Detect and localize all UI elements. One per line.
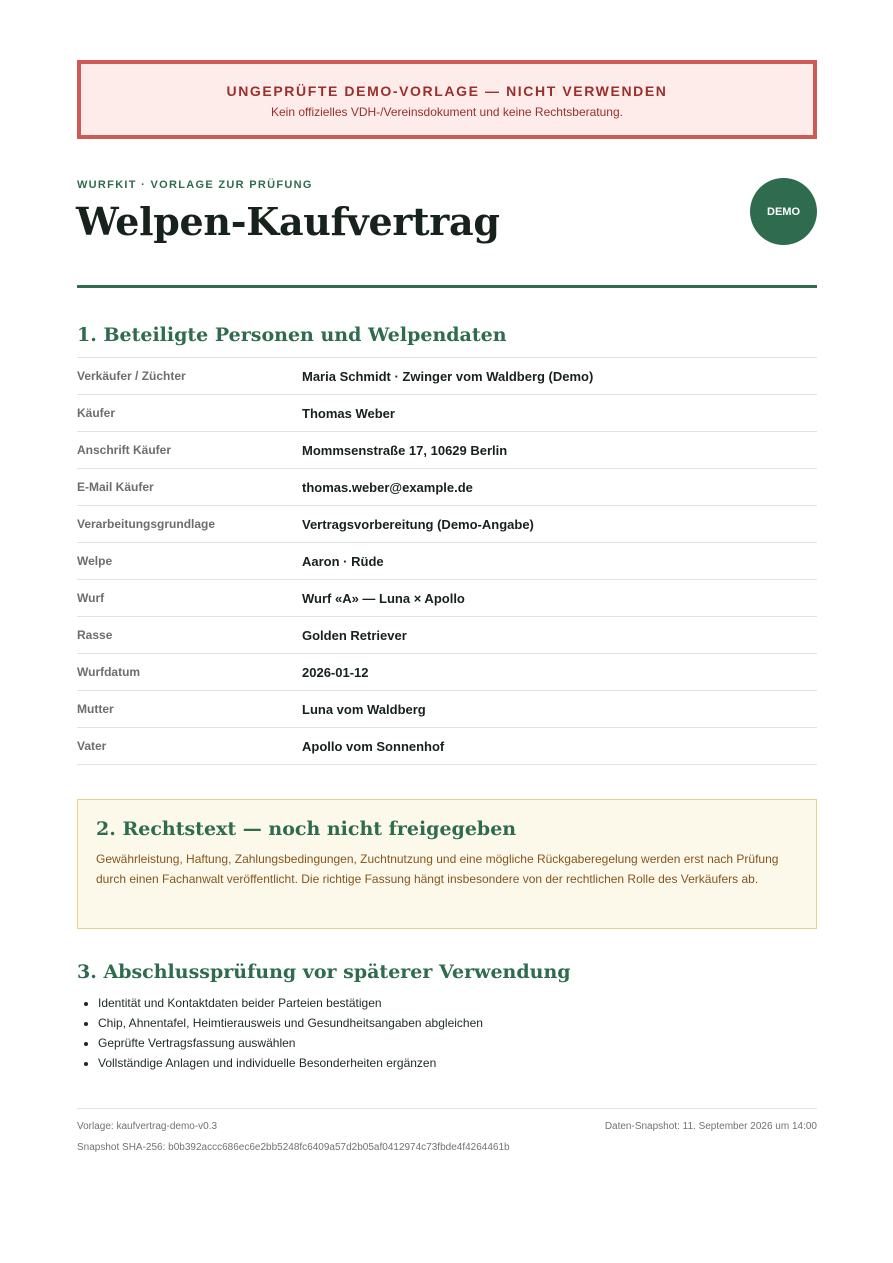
document-footer — [77, 1108, 817, 1155]
row-label: Verkäufer / Züchter — [77, 358, 302, 395]
warning-subtitle: Kein offizielles VDH-/Vereinsdokument und keine Rechtsberatung. — [271, 105, 623, 119]
row-label: Anschrift Käufer — [77, 432, 302, 469]
row-label: Wurf — [77, 580, 302, 617]
table-row — [77, 728, 817, 765]
demo-badge: DEMO — [750, 178, 817, 245]
row-value: Golden Retriever — [302, 617, 817, 654]
table-row — [77, 506, 817, 543]
table-row — [77, 395, 817, 432]
row-value: Luna vom Waldberg — [302, 691, 817, 728]
header-eyebrow: WURFKIT · VORLAGE ZUR PRÜFUNG — [77, 179, 313, 191]
row-value: Vertragsvorbereitung (Demo-Angabe) — [302, 506, 817, 543]
table-row — [77, 543, 817, 580]
row-value: thomas.weber@example.de — [302, 469, 817, 506]
table-row — [77, 691, 817, 728]
page-title: Welpen-Kaufvertrag — [76, 199, 500, 244]
legal-notice-text: Gewährleistung, Haftung, Zahlungsbedingungen, Zuchtnutzung und eine mögliche Rückgaberegelung werden erst nach Prüfung durch einen Fachanwalt veröffentlicht. Die richtige Fassung hängt insbesondere von der rechtlichen Rolle des Verkäufers ab. — [96, 852, 779, 886]
warning-title: UNGEPRÜFTE DEMO-VORLAGE — NICHT VERWENDEN — [226, 83, 668, 99]
row-value: Wurf «A» — Luna × Apollo — [302, 580, 817, 617]
section-heading-final-check: 3. Abschlussprüfung vor späterer Verwendung — [77, 961, 571, 983]
list-item: • Geprüfte Vertragsfassung auswählen — [98, 1033, 817, 1053]
row-label: E-Mail Käufer — [77, 469, 302, 506]
row-label: Wurfdatum — [77, 654, 302, 691]
row-label: Käufer — [77, 395, 302, 432]
list-item: • Identität und Kontaktdaten beider Parteien bestätigen — [98, 993, 817, 1013]
row-label: Mutter — [77, 691, 302, 728]
section-heading-legal: 2. Rechtstext — noch nicht freigegeben — [96, 818, 517, 840]
section-heading-parties: 1. Beteiligte Personen und Welpendaten — [77, 324, 507, 346]
footer-template-version: Vorlage: kaufvertrag-demo-v0.3 — [77, 1121, 218, 1132]
table-row — [77, 358, 817, 395]
row-value: 2026-01-12 — [302, 654, 817, 691]
row-label: Verarbeitungsgrundlage — [77, 506, 302, 543]
table-row — [77, 432, 817, 469]
party-data-table — [77, 357, 817, 765]
footer-snapshot-hash: Snapshot SHA-256: b0b392accc686ec6e2bb5248fc6409a57d2b05af0412974c73fbde4f4264461b — [77, 1142, 510, 1153]
table-row — [77, 469, 817, 506]
list-item: • Chip, Ahnentafel, Heimtierausweis und Gesundheitsangaben abgleichen — [98, 1013, 817, 1033]
section-parties — [77, 322, 817, 765]
legal-text-notice — [77, 799, 817, 929]
demo-warning-banner — [77, 60, 817, 139]
row-label: Rasse — [77, 617, 302, 654]
document-page — [77, 60, 817, 1155]
row-value: Maria Schmidt · Zwinger vom Waldberg (Demo) — [302, 358, 817, 395]
row-value: Apollo vom Sonnenhof — [302, 728, 817, 765]
section-final-check — [77, 959, 817, 1073]
row-value: Aaron · Rüde — [302, 543, 817, 580]
final-check-list — [77, 993, 817, 1073]
table-row — [77, 580, 817, 617]
document-header — [77, 178, 817, 288]
row-value: Mommsenstraße 17, 10629 Berlin — [302, 432, 817, 469]
table-row — [77, 617, 817, 654]
row-label: Welpe — [77, 543, 302, 580]
table-row — [77, 654, 817, 691]
list-item: • Vollständige Anlagen und individuelle Besonderheiten ergänzen — [98, 1053, 817, 1073]
row-label: Vater — [77, 728, 302, 765]
row-value: Thomas Weber — [302, 395, 817, 432]
footer-snapshot-date: Daten-Snapshot: 11. September 2026 um 14:00 — [604, 1121, 817, 1132]
